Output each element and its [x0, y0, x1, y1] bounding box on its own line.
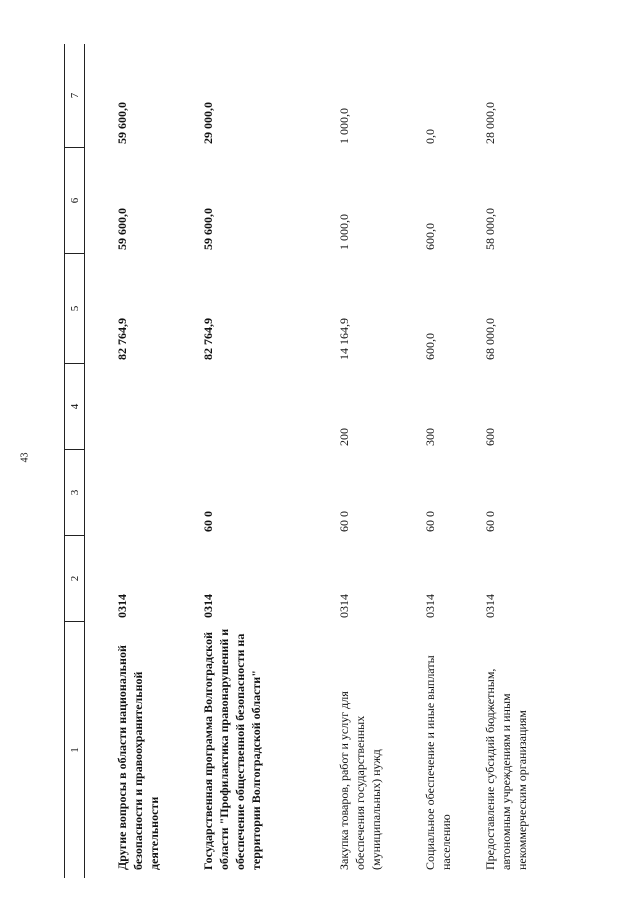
table-row: [482, 44, 562, 878]
row-section-code: 0314: [423, 594, 437, 618]
header-col-4: 4: [65, 364, 84, 450]
row-expense-type: 300: [423, 428, 437, 446]
header-col-2: 2: [65, 536, 84, 622]
row-amount-2: 59 600,0: [201, 208, 215, 250]
row-section-code: 0314: [337, 594, 351, 618]
row-section-code: 0314: [201, 594, 215, 618]
row-amount-2: 59 600,0: [115, 208, 129, 250]
row-name: Предоставление субсидий бюджетным, автономным учреждениям и иным некоммерческим организациям: [483, 668, 529, 870]
row-target-code: 60 0: [483, 511, 497, 532]
row-amount-3: 1 000,0: [337, 108, 351, 144]
table-row: [336, 44, 402, 878]
row-expense-type: 600: [483, 428, 497, 446]
row-amount-3: 59 600,0: [115, 102, 129, 144]
header-col-1: 1: [68, 747, 81, 753]
table-row: [200, 44, 330, 878]
row-name: Государственная программа Волгоградской области "Профилактика правонарушений и обеспечение общественной безопасности на территории Волгоградской области": [201, 628, 263, 870]
header-col-6: 6: [65, 148, 84, 254]
row-amount-2: 58 000,0: [483, 208, 497, 250]
row-amount-2: 600,0: [423, 223, 437, 250]
header-col-3: 3: [65, 450, 84, 536]
row-name: Закупка товаров, работ и услуг для обеспечения государственных (муниципальных) нужд: [337, 691, 383, 870]
table-header: [64, 44, 85, 878]
row-name: Другие вопросы в области национальной безопасности и правоохранительной деятельности: [115, 645, 161, 870]
row-target-code: 60 0: [201, 511, 215, 532]
row-amount-1: 600,0: [423, 333, 437, 360]
row-expense-type: 200: [337, 428, 351, 446]
row-amount-3: 28 000,0: [483, 102, 497, 144]
row-target-code: 60 0: [337, 511, 351, 532]
row-target-code: 60 0: [423, 511, 437, 532]
table-row: [114, 44, 194, 878]
row-amount-1: 14 164,9: [337, 318, 351, 360]
row-amount-1: 82 764,9: [115, 318, 129, 360]
row-amount-3: 0,0: [423, 129, 437, 144]
table-frame: [64, 44, 583, 878]
header-col-5: 5: [65, 254, 84, 364]
row-amount-2: 1 000,0: [337, 214, 351, 250]
row-amount-1: 68 000,0: [483, 318, 497, 360]
row-name: Социальное обеспечение и иные выплаты населению: [423, 655, 453, 870]
row-amount-1: 82 764,9: [201, 318, 215, 360]
row-amount-3: 29 000,0: [201, 102, 215, 144]
row-section-code: 0314: [115, 594, 129, 618]
budget-table: [64, 44, 583, 878]
row-section-code: 0314: [483, 594, 497, 618]
page-number: 43: [19, 452, 31, 463]
header-col-7: 7: [65, 44, 84, 148]
table-row: [422, 44, 466, 878]
